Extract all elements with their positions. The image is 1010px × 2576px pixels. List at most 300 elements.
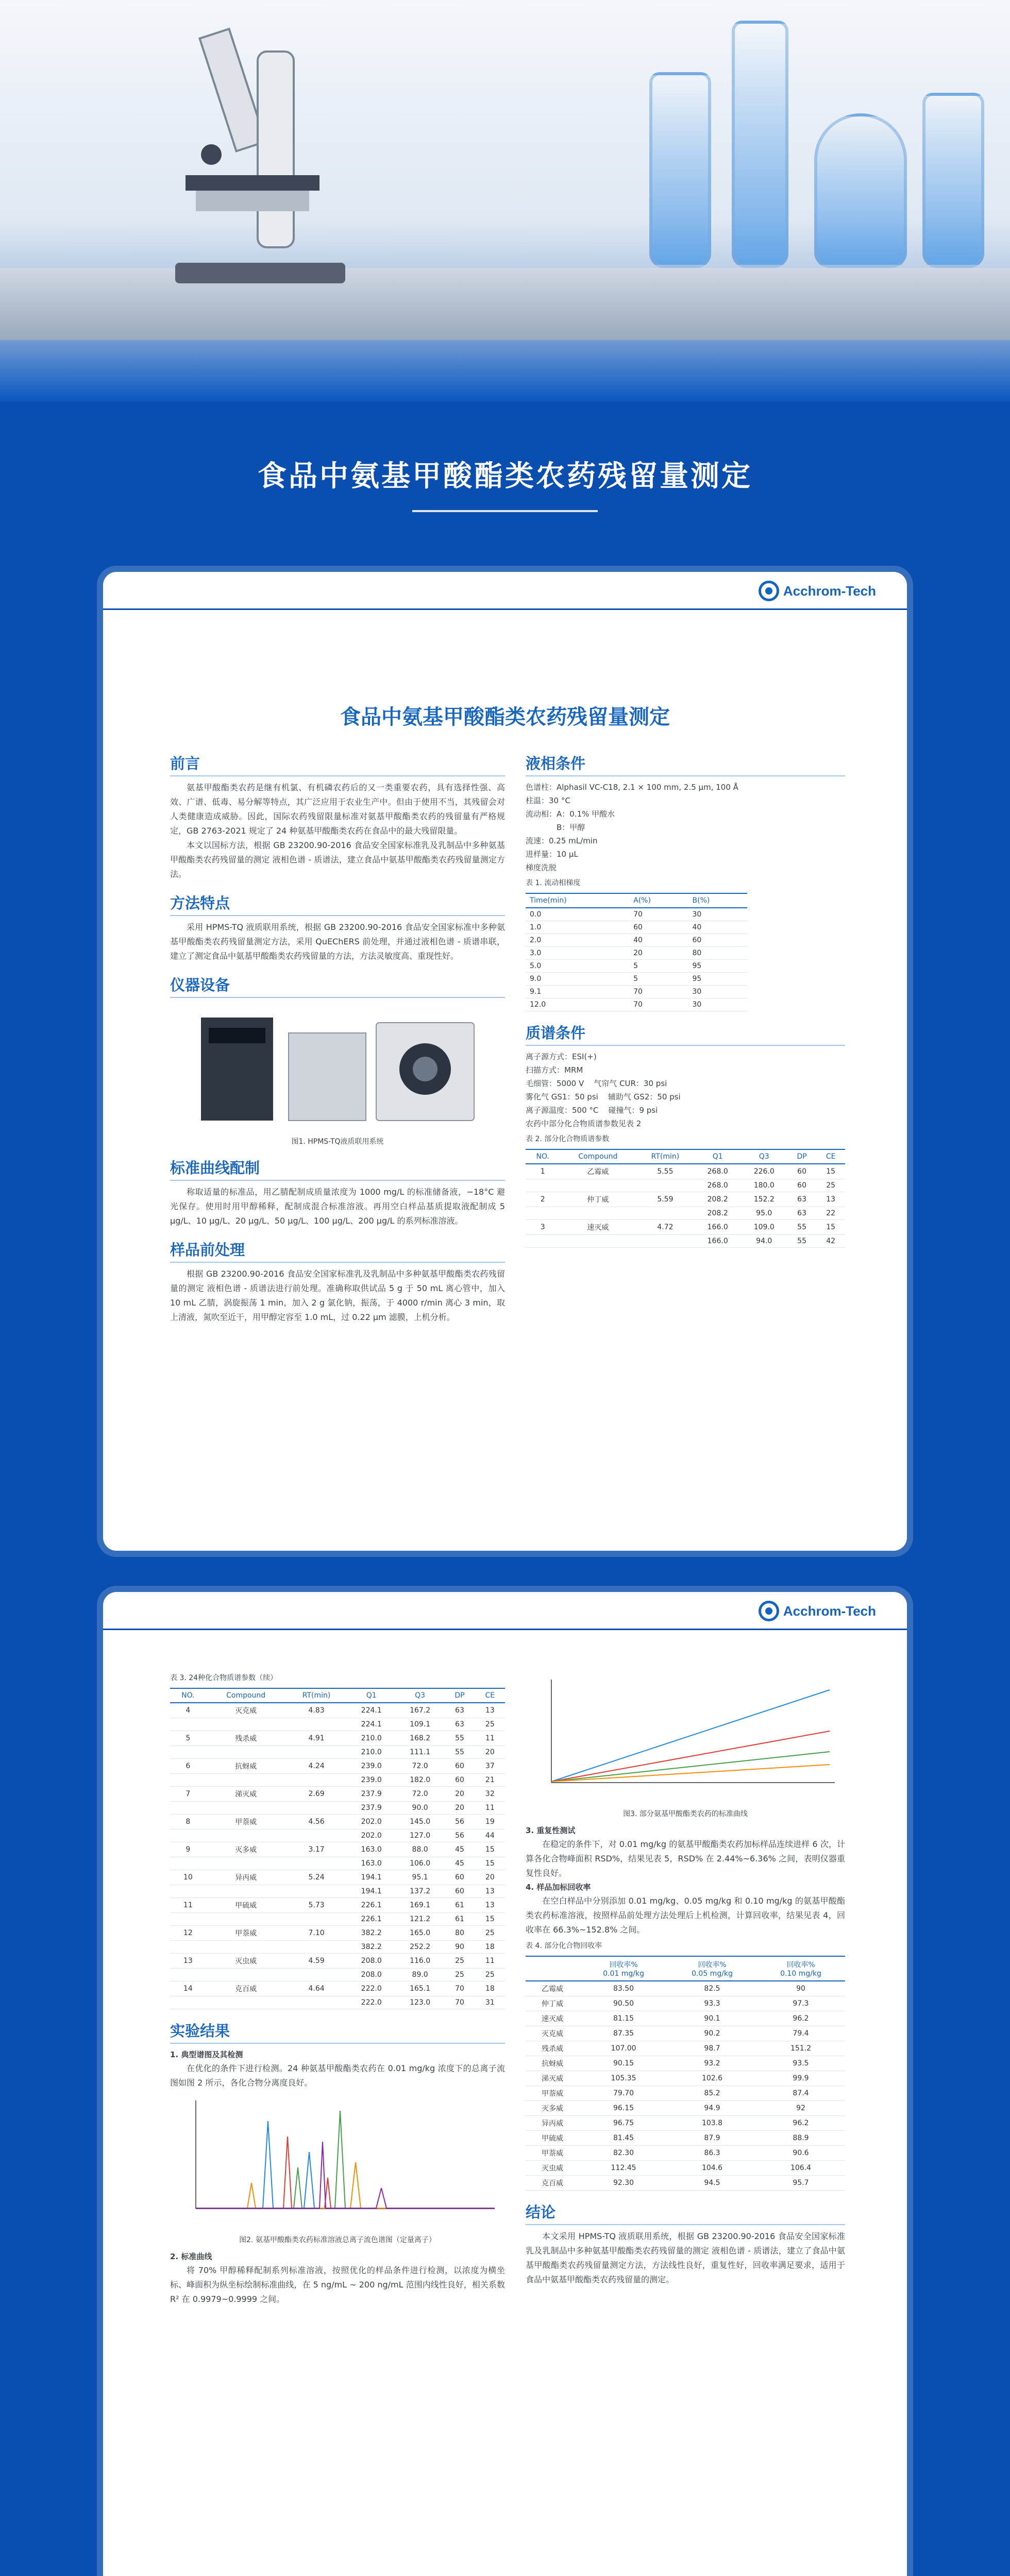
table-row <box>526 2086 845 2101</box>
ms-item: 雾化气 GS1：50 psi 辅助气 GS2：50 psi <box>526 1092 681 1101</box>
table-row <box>526 2131 845 2146</box>
table-cell: 210.0 <box>347 1746 396 1759</box>
table-cell: 105.35 <box>579 2071 668 2086</box>
table-cell: 4 <box>170 1703 206 1718</box>
table-header: A(%) <box>629 893 688 908</box>
table-cell: 灭克威 <box>526 2026 579 2041</box>
instrument-heading: 仪器设备 <box>170 974 505 998</box>
table-row <box>526 1981 845 1996</box>
table-cell: 涕灭威 <box>206 1787 286 1802</box>
table-cell <box>206 1802 286 1815</box>
figure-3-caption: 图3. 部分氨基甲酸酯类农药的标准曲线 <box>623 1810 748 1818</box>
table-cell: 仲丁威 <box>526 1996 579 2011</box>
table-row <box>526 1179 845 1192</box>
table-cell: 25 <box>444 1954 475 1969</box>
table-header: RT(min) <box>636 1149 694 1164</box>
table-cell <box>206 1941 286 1954</box>
table-row <box>170 1746 505 1759</box>
lc-item: 柱温：30 °C <box>526 796 570 805</box>
table-cell: 1.0 <box>526 921 629 934</box>
table-cell <box>286 1718 347 1731</box>
table-cell <box>636 1207 694 1220</box>
table-cell: 79.4 <box>756 2026 845 2041</box>
table-header: 回收率% 0.05 mg/kg <box>668 1956 756 1981</box>
table-row <box>526 2116 845 2131</box>
table-cell: 9.0 <box>526 973 629 986</box>
recovery-table <box>526 1956 845 2191</box>
table-cell: 克百威 <box>206 1981 286 1996</box>
table-cell: 4.56 <box>286 1815 347 1829</box>
table-cell: 95.7 <box>756 2176 845 2191</box>
page-title: 食品中氨基甲酸酯类农药残留量测定 <box>258 460 752 493</box>
table-cell: 88.0 <box>396 1842 444 1857</box>
table-cell <box>170 1857 206 1870</box>
table-cell: 89.0 <box>396 1969 444 1981</box>
table-cell: 63 <box>787 1207 817 1220</box>
table-cell: 残杀威 <box>526 2041 579 2056</box>
brand-logo <box>759 578 876 604</box>
sample-paragraph: 根据 GB 23200.90-2016 食品安全国家标准乳及乳制品中多种氨基甲酸酯类农药残留量的测定 液相色谱 - 质谱法进行前处理。准确称取供试品 5 g 于 50 mL 离心管中，加入 10 mL 乙腈，涡旋振荡 1 min，加入 2 g 氯化钠，振荡，于 4000 r/min 离心 3 min，取上清液，氮吹至近干，用甲醇定容至 1.0 mL，过 0.22 μm 滤膜，上机分析。 <box>170 1269 505 1322</box>
table-cell: 44 <box>475 1829 505 1842</box>
table-row <box>526 2146 845 2161</box>
lc-item: B：甲醇 <box>557 823 585 832</box>
table-cell: 20 <box>444 1787 475 1802</box>
table-cell: 166.0 <box>695 1235 741 1248</box>
table-cell: 25 <box>475 1926 505 1941</box>
table-cell: 15 <box>475 1842 505 1857</box>
table-row <box>170 1969 505 1981</box>
table-cell: 60 <box>444 1870 475 1885</box>
table-cell: 异丙威 <box>206 1870 286 1885</box>
table-cell: 145.0 <box>396 1815 444 1829</box>
table-cell: 96.75 <box>579 2116 668 2131</box>
table-cell: 残杀威 <box>206 1731 286 1746</box>
table-cell: 194.1 <box>347 1870 396 1885</box>
table-cell <box>286 1802 347 1815</box>
table-cell: 109.0 <box>741 1220 787 1235</box>
table-cell: 90.15 <box>579 2056 668 2071</box>
table-1-title: 表 1. 流动相梯度 <box>526 879 581 887</box>
table-cell: 194.1 <box>347 1885 396 1898</box>
table-cell: 14 <box>170 1981 206 1996</box>
table-header: NO. <box>170 1688 206 1703</box>
table-cell: 抗蚜威 <box>206 1759 286 1774</box>
table-cell: 涕灭威 <box>526 2071 579 2086</box>
table-cell: 109.1 <box>396 1718 444 1731</box>
panel-header <box>103 1592 907 1630</box>
table-row <box>526 1235 845 1248</box>
table-row <box>526 2176 845 2191</box>
ms-item: 扫描方式：MRM <box>526 1065 583 1075</box>
table-cell: 103.8 <box>668 2116 756 2131</box>
table-cell: 116.0 <box>396 1954 444 1969</box>
table-row <box>170 1941 505 1954</box>
table-cell: 灭克威 <box>206 1703 286 1718</box>
table-cell: 55 <box>787 1220 817 1235</box>
table-cell: 102.6 <box>668 2071 756 2086</box>
intro-paragraph-1: 氨基甲酸酯类农药是继有机氯、有机磷农药后的又一类重要农药，具有选择性强、高效、广谱、低毒、易分解等特点，其广泛应用于农业生产中。但由于使用不当，其残留会对人类健康造成威胁。因此，国际农药残留限量标准对氨基甲酸酯类农药的残留量有严格规定，GB 2763-2021 规定了 24 种氨基甲酸酯类农药在食品中的最大残留限量。 <box>170 783 505 836</box>
table-cell: 208.2 <box>695 1192 741 1207</box>
table-cell: 152.2 <box>741 1192 787 1207</box>
table-row <box>170 1774 505 1787</box>
brand-name: Acchrom-Tech <box>783 1603 876 1619</box>
table-cell: 90.50 <box>579 1996 668 2011</box>
table-cell: 72.0 <box>396 1759 444 1774</box>
table-cell: 96.2 <box>756 2116 845 2131</box>
table-cell: 83.50 <box>579 1981 668 1996</box>
table-cell: 182.0 <box>396 1774 444 1787</box>
table-cell: 37 <box>475 1759 505 1774</box>
table-cell: 13 <box>170 1954 206 1969</box>
table-cell: 99.9 <box>756 2071 845 2086</box>
table-cell: 70 <box>629 998 688 1011</box>
table-cell: 灭多威 <box>206 1842 286 1857</box>
table-cell: 甲硫威 <box>526 2131 579 2146</box>
table-cell: 20 <box>475 1746 505 1759</box>
table-cell: 61 <box>444 1913 475 1926</box>
table-cell <box>170 1969 206 1981</box>
table-header: DP <box>444 1688 475 1703</box>
table-cell: 90.0 <box>396 1802 444 1815</box>
table-cell: 5.73 <box>286 1898 347 1913</box>
table-cell: 13 <box>475 1885 505 1898</box>
ms-item: 离子源温度：500 °C 碰撞气：9 psi <box>526 1106 658 1115</box>
table-cell: 106.0 <box>396 1857 444 1870</box>
table-cell <box>286 1829 347 1842</box>
table-row <box>526 921 747 934</box>
results-sub-4: 4. 样品加标回收率 <box>526 1883 591 1892</box>
table-cell <box>206 1996 286 2009</box>
table-cell: 13 <box>816 1192 845 1207</box>
table-cell: 163.0 <box>347 1857 396 1870</box>
table-row <box>170 1870 505 1885</box>
table-cell: 4.91 <box>286 1731 347 1746</box>
table-header: 回收率% 0.01 mg/kg <box>579 1956 668 1981</box>
table-cell: 163.0 <box>347 1842 396 1857</box>
flask-2 <box>732 21 788 268</box>
ms-params-table-cont <box>170 1688 505 2009</box>
table-cell: 42 <box>816 1235 845 1248</box>
table-cell: 45 <box>444 1857 475 1870</box>
table-row <box>170 1802 505 1815</box>
table-cell: 4.64 <box>286 1981 347 1996</box>
table-cell: 19 <box>475 1815 505 1829</box>
table-cell: 137.2 <box>396 1885 444 1898</box>
table-cell: 60 <box>787 1179 817 1192</box>
table-cell: 92.30 <box>579 2176 668 2191</box>
table-cell: 208.0 <box>347 1969 396 1981</box>
table-cell: 克百威 <box>526 2176 579 2191</box>
table-cell: 121.2 <box>396 1913 444 1926</box>
table-cell: 107.00 <box>579 2041 668 2056</box>
figure-1-caption: 图1. HPMS-TQ液质联用系统 <box>291 1138 384 1146</box>
lc-item: 进样量：10 μL <box>526 850 578 859</box>
table-cell: 210.0 <box>347 1731 396 1746</box>
table-row <box>170 1926 505 1941</box>
table-header <box>526 1956 579 1981</box>
table-row <box>170 1898 505 1913</box>
table-cell: 30 <box>688 998 747 1011</box>
table-cell: 2 <box>526 1192 560 1207</box>
table-cell: 18 <box>475 1981 505 1996</box>
table-cell <box>560 1235 636 1248</box>
table-cell: 8 <box>170 1815 206 1829</box>
table-cell: 95.1 <box>396 1870 444 1885</box>
instrument-image <box>170 1002 505 1131</box>
results-heading: 实验结果 <box>170 2020 505 2044</box>
table-cell: 202.0 <box>347 1829 396 1842</box>
results-sub-1: 1. 典型谱图及其检测 <box>170 2050 243 2059</box>
table-row <box>170 1842 505 1857</box>
table-cell: 甲硫威 <box>206 1898 286 1913</box>
table-row <box>526 1207 845 1220</box>
right-column <box>526 1669 845 2287</box>
table-cell: 222.0 <box>347 1981 396 1996</box>
table-cell: 1 <box>526 1164 560 1179</box>
sample-heading: 样品前处理 <box>170 1239 505 1263</box>
table-row <box>170 1787 505 1802</box>
table-4-title: 表 4. 部分化合物回收率 <box>526 1942 602 1950</box>
table-cell: 95.0 <box>741 1207 787 1220</box>
table-cell <box>636 1235 694 1248</box>
table-cell <box>286 1913 347 1926</box>
ms-item: 离子源方式：ESI(+) <box>526 1052 597 1061</box>
table-cell <box>286 1857 347 1870</box>
table-cell: 96.2 <box>756 2011 845 2026</box>
table-cell: 25 <box>444 1969 475 1981</box>
table-cell <box>560 1179 636 1192</box>
flask-1 <box>649 72 711 268</box>
method-paragraph: 采用 HPMS-TQ 液质联用系统，根据 GB 23200.90-2016 食品安全国家标准中多种氨基甲酸酯类农药残留量测定方法，采用 QuEChERS 前处理，并通过液相色谱 - 质谱串联，建立了测定食品中氨基甲酸酯类农药残留量的方法，方法灵敏度高、重现性好。 <box>170 922 505 961</box>
table-cell: 15 <box>475 1857 505 1870</box>
table-cell: 5.24 <box>286 1870 347 1885</box>
table-cell: 226.0 <box>741 1164 787 1179</box>
table-header: DP <box>787 1149 817 1164</box>
table-cell <box>286 1746 347 1759</box>
table-cell <box>170 1774 206 1787</box>
table-cell: 165.1 <box>396 1981 444 1996</box>
table-cell: 93.5 <box>756 2056 845 2071</box>
table-cell: 甲萘威 <box>206 1815 286 1829</box>
table-cell: 80 <box>444 1926 475 1941</box>
table-cell: 4.24 <box>286 1759 347 1774</box>
table-header: Compound <box>206 1688 286 1703</box>
table-cell: 98.7 <box>668 2041 756 2056</box>
table-cell: 21 <box>475 1774 505 1787</box>
panel-results <box>103 1592 907 2576</box>
table-header: RT(min) <box>286 1688 347 1703</box>
table-cell: 60 <box>444 1759 475 1774</box>
table-cell: 165.0 <box>396 1926 444 1941</box>
ms-params-table <box>526 1149 845 1248</box>
table-row <box>526 2011 845 2026</box>
table-cell: 106.4 <box>756 2161 845 2176</box>
table-cell: 222.0 <box>347 1996 396 2009</box>
brand-mark-icon <box>759 581 779 601</box>
table-cell <box>206 1829 286 1842</box>
right-column <box>526 742 845 1248</box>
table-cell: 30 <box>688 908 747 921</box>
table-cell: 4.83 <box>286 1703 347 1718</box>
method-heading: 方法特点 <box>170 892 505 916</box>
table-row <box>526 2026 845 2041</box>
table-row <box>526 2041 845 2056</box>
left-column <box>170 742 505 1325</box>
table-cell: 123.0 <box>396 1996 444 2009</box>
table-cell: 11 <box>170 1898 206 1913</box>
table-row <box>170 1954 505 1969</box>
table-cell <box>170 1996 206 2009</box>
table-cell: 12 <box>170 1926 206 1941</box>
table-row <box>170 1981 505 1996</box>
results-sub-3: 3. 重复性测试 <box>526 1826 576 1835</box>
panel-intro <box>103 572 907 1551</box>
table-cell: 94.9 <box>668 2101 756 2116</box>
table-cell <box>526 1179 560 1192</box>
table-cell: 93.2 <box>668 2056 756 2071</box>
table-cell: 甲萘威 <box>526 2086 579 2101</box>
table-cell <box>286 1969 347 1981</box>
table-row <box>170 1815 505 1829</box>
table-header: CE <box>816 1149 845 1164</box>
table-cell: 22 <box>816 1207 845 1220</box>
table-row <box>526 2161 845 2176</box>
table-cell: 60 <box>444 1885 475 1898</box>
table-header: Q3 <box>741 1149 787 1164</box>
table-cell: 382.2 <box>347 1941 396 1954</box>
table-cell <box>206 1913 286 1926</box>
table-cell <box>206 1885 286 1898</box>
table-cell: 甲萘威 <box>206 1926 286 1941</box>
table-cell: 30 <box>688 986 747 998</box>
table-cell: 127.0 <box>396 1829 444 1842</box>
table-row <box>526 973 747 986</box>
table-cell: 20 <box>475 1870 505 1885</box>
table-cell: 72.0 <box>396 1787 444 1802</box>
table-cell: 268.0 <box>695 1164 741 1179</box>
lc-item: 流速：0.25 mL/min <box>526 836 598 845</box>
table-row <box>170 1857 505 1870</box>
table-cell: 5.0 <box>526 960 629 973</box>
table-cell: 86.3 <box>668 2146 756 2161</box>
table-cell: 70 <box>629 908 688 921</box>
table-cell: 95 <box>688 960 747 973</box>
table-cell: 237.9 <box>347 1787 396 1802</box>
table-cell: 7 <box>170 1787 206 1802</box>
table-cell: 2.0 <box>526 934 629 947</box>
table-cell <box>206 1969 286 1981</box>
table-cell: 20 <box>444 1802 475 1815</box>
table-cell: 111.1 <box>396 1746 444 1759</box>
table-cell: 3.17 <box>286 1842 347 1857</box>
calibration-curve-figure <box>526 1669 845 1803</box>
table-cell: 208.0 <box>347 1954 396 1969</box>
table-row <box>170 1759 505 1774</box>
table-cell: 166.0 <box>695 1220 741 1235</box>
table-cell: 79.70 <box>579 2086 668 2101</box>
table-cell: 202.0 <box>347 1815 396 1829</box>
table-cell: 169.1 <box>396 1898 444 1913</box>
brand-mark-icon <box>759 1601 779 1621</box>
table-cell: 32 <box>475 1787 505 1802</box>
lc-heading: 液相条件 <box>526 752 845 776</box>
table-header: 回收率% 0.10 mg/kg <box>756 1956 845 1981</box>
results-paragraph-2: 将 70% 甲醇稀释配制系列标准溶液，按照优化的样品条件进行检测，以浓度为横坐标、峰面积为纵坐标绘制标准曲线，在 5 ng/mL ~ 200 ng/mL 范围内线性良好，相关系数 R² 在 0.9979~0.9999 之间。 <box>170 2265 505 2304</box>
table-cell: 5.59 <box>636 1192 694 1207</box>
results-paragraph-1: 在优化的条件下进行检测。24 种氨基甲酸酯类农药在 0.01 mg/kg 浓度下的总离子流图如图 2 所示，各化合物分离度良好。 <box>170 2063 505 2088</box>
table-cell: 87.35 <box>579 2026 668 2041</box>
flask-4 <box>922 93 984 268</box>
table-cell: 151.2 <box>756 2041 845 2056</box>
table-cell <box>286 1996 347 2009</box>
table-cell <box>560 1207 636 1220</box>
table-row <box>170 1718 505 1731</box>
table-2-title: 表 2. 部分化合物质谱参数 <box>526 1135 610 1143</box>
table-row <box>526 2101 845 2116</box>
table-cell: 97.3 <box>756 1996 845 2011</box>
table-cell: 94.5 <box>668 2176 756 2191</box>
lc-item: 流动相：A：0.1% 甲酸水 <box>526 809 615 819</box>
table-cell: 70 <box>629 986 688 998</box>
table-cell: 87.4 <box>756 2086 845 2101</box>
table-header: Time(min) <box>526 893 629 908</box>
table-cell <box>206 1857 286 1870</box>
table-cell: 25 <box>816 1179 845 1192</box>
table-cell <box>636 1179 694 1192</box>
table-cell: 速灭威 <box>560 1220 636 1235</box>
table-cell: 81.45 <box>579 2131 668 2146</box>
table-header: Compound <box>560 1149 636 1164</box>
table-cell: 15 <box>816 1220 845 1235</box>
conclusion-paragraph: 本文采用 HPMS-TQ 液质联用系统，根据 GB 23200.90-2016 食品安全国家标准乳及乳制品中多种氨基甲酸酯类农药残留量的测定 液相色谱 - 质谱法，建立了食品中氨基甲酸酯类农药残留量测定方法，方法线性良好，重复性好，回收率满足要求，适用于食品中氨基甲酸酯类农药残留量的测定。 <box>526 2231 845 2284</box>
table-cell: 抗蚜威 <box>526 2056 579 2071</box>
table-cell <box>526 1207 560 1220</box>
table-cell: 12.0 <box>526 998 629 1011</box>
table-cell: 382.2 <box>347 1926 396 1941</box>
table-cell: 226.1 <box>347 1913 396 1926</box>
table-cell: 112.45 <box>579 2161 668 2176</box>
table-cell: 55 <box>444 1731 475 1746</box>
table-row <box>526 2071 845 2086</box>
table-cell: 56 <box>444 1815 475 1829</box>
table-header: NO. <box>526 1149 560 1164</box>
table-cell <box>170 1829 206 1842</box>
table-cell <box>170 1802 206 1815</box>
table-row <box>526 1164 845 1179</box>
table-row <box>526 998 747 1011</box>
results-paragraph-4: 在空白样品中分别添加 0.01 mg/kg、0.05 mg/kg 和 0.10 mg/kg 的氨基甲酸酯类农药标准溶液，按照样品前处理方法处理后上机检测，计算回收率，结果见表 4，回收率在 66.3%~152.8% 之间。 <box>526 1896 845 1935</box>
table-cell: 60 <box>444 1774 475 1787</box>
table-cell: 81.15 <box>579 2011 668 2026</box>
table-cell: 2.69 <box>286 1787 347 1802</box>
table-cell: 60 <box>688 934 747 947</box>
table-row <box>170 1913 505 1926</box>
table-cell: 速灭威 <box>526 2011 579 2026</box>
lab-bench <box>0 268 1010 340</box>
table-cell: 90.1 <box>668 2011 756 2026</box>
table-row <box>526 960 747 973</box>
gradient-table <box>526 893 747 1011</box>
table-cell <box>286 1941 347 1954</box>
table-cell: 10 <box>170 1870 206 1885</box>
table-cell <box>206 1746 286 1759</box>
table-cell: 5.55 <box>636 1164 694 1179</box>
results-paragraph-3: 在稳定的条件下，对 0.01 mg/kg 的氨基甲酸酯类农药加标样品连续进样 6 次，计算各化合物峰面积 RSD%，结果见表 5，RSD% 在 2.44%~6.36% 之间，表明仪器重复性良好。 <box>526 1839 845 1878</box>
table-row <box>526 934 747 947</box>
table-cell: 40 <box>629 934 688 947</box>
table-cell: 9.1 <box>526 986 629 998</box>
table-header: Q1 <box>695 1149 741 1164</box>
